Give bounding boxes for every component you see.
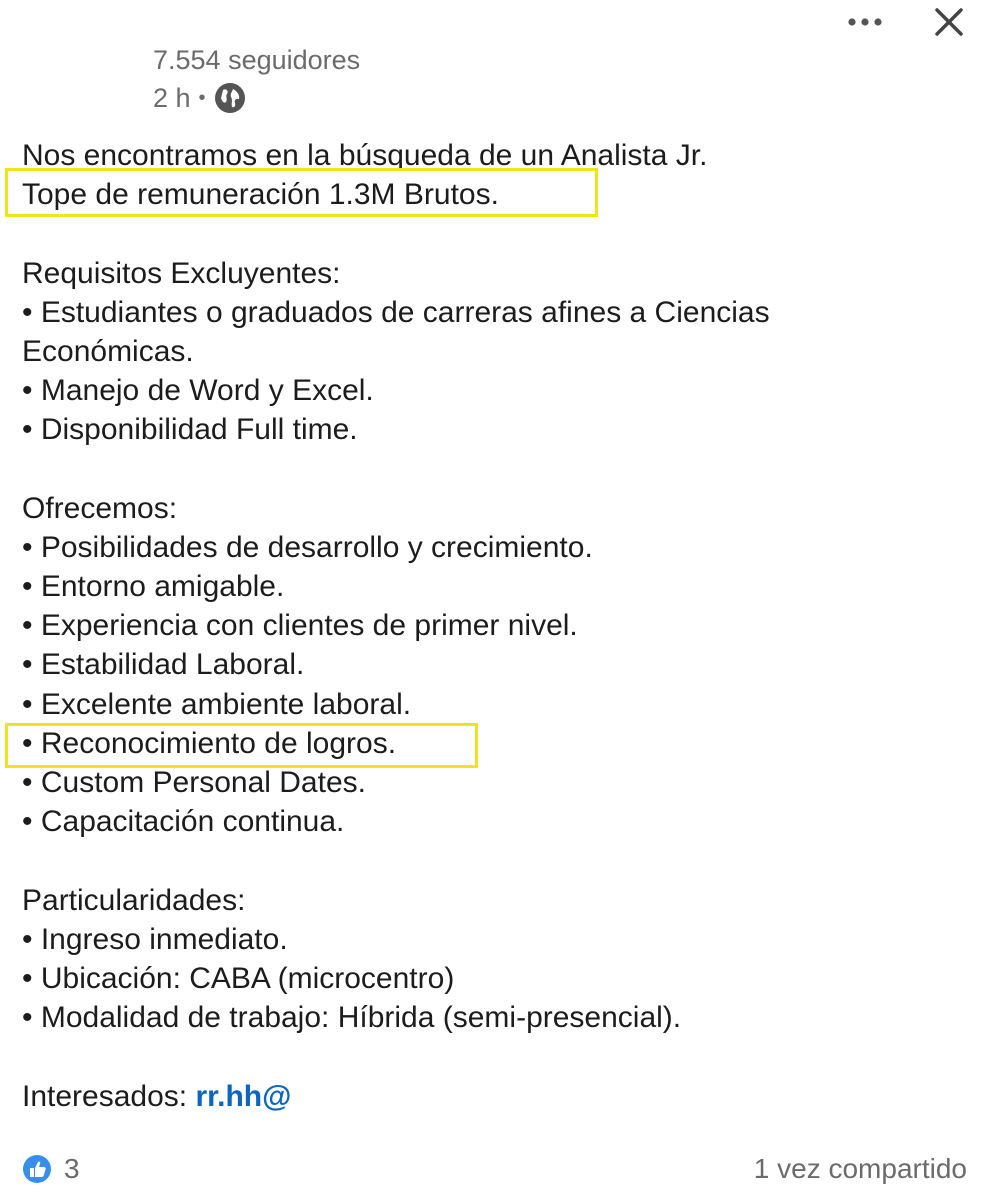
blank-line: [22, 214, 962, 253]
post-text-line: Ofrecemos:: [22, 491, 178, 525]
post-text-line: • Ubicación: CABA (microcentro): [22, 961, 455, 995]
post-text-line: • Estabilidad Laboral.: [22, 648, 305, 682]
post-text-line: • Experiencia con clientes de primer nivel.: [22, 609, 578, 643]
post-footer: [22, 1146, 967, 1192]
like-reaction-icon: [22, 1154, 52, 1184]
post-text-line: • Ingreso inmediato.: [22, 922, 288, 956]
contact-label: Interesados:: [22, 1079, 188, 1113]
post-text-line: Requisitos Excluyentes:: [22, 256, 341, 290]
post-text-line: Tope de remuneración 1.3M Brutos.: [22, 178, 499, 212]
close-button[interactable]: [926, 2, 972, 46]
contact-line: [22, 1077, 962, 1116]
blank-line: [22, 1037, 962, 1076]
post-text-line: Económicas.: [22, 334, 194, 368]
blank-line: [22, 841, 962, 880]
post-timestamp-row: [153, 80, 246, 116]
followers-count: 7.554 seguidores: [153, 45, 361, 75]
post-text-line: • Capacitación continua.: [22, 805, 345, 839]
post-text-line: • Posibilidades de desarrollo y crecimiento.: [22, 530, 593, 564]
post-text-line: • Custom Personal Dates.: [22, 766, 366, 799]
shares-count[interactable]: 1 vez compartido: [753, 1153, 967, 1184]
close-icon: [934, 7, 964, 42]
post-text-line: • Estudiantes o graduados de carreras afines a Ciencias: [22, 295, 770, 329]
post-time: 2 h: [153, 83, 191, 113]
post-text-line: • Excelente ambiente laboral.: [22, 687, 412, 721]
reaction-count: 3: [64, 1153, 80, 1184]
post-text-line: • Entorno amigable.: [22, 570, 285, 604]
post-text-line: • Reconocimiento de logros.: [22, 726, 397, 760]
post-text-line: • Modalidad de trabajo: Híbrida (semi-presencial).: [22, 1001, 682, 1035]
more-options-button[interactable]: [842, 8, 888, 38]
post-text-line: Particularidades:: [22, 883, 246, 917]
blank-line: [22, 450, 962, 489]
post-text-line: • Manejo de Word y Excel.: [22, 374, 374, 408]
post-text-line: • Disponibilidad Full time.: [22, 413, 358, 447]
globe-icon: [214, 82, 246, 114]
reactions-summary[interactable]: [22, 1153, 80, 1185]
contact-email-link[interactable]: rr.hh@: [195, 1079, 292, 1113]
more-horizontal-icon: [847, 14, 883, 32]
post-content: [22, 136, 962, 1116]
post-text-line: Nos encontramos en la búsqueda de un Analista Jr.: [22, 139, 708, 172]
separator-dot: •: [198, 87, 206, 109]
